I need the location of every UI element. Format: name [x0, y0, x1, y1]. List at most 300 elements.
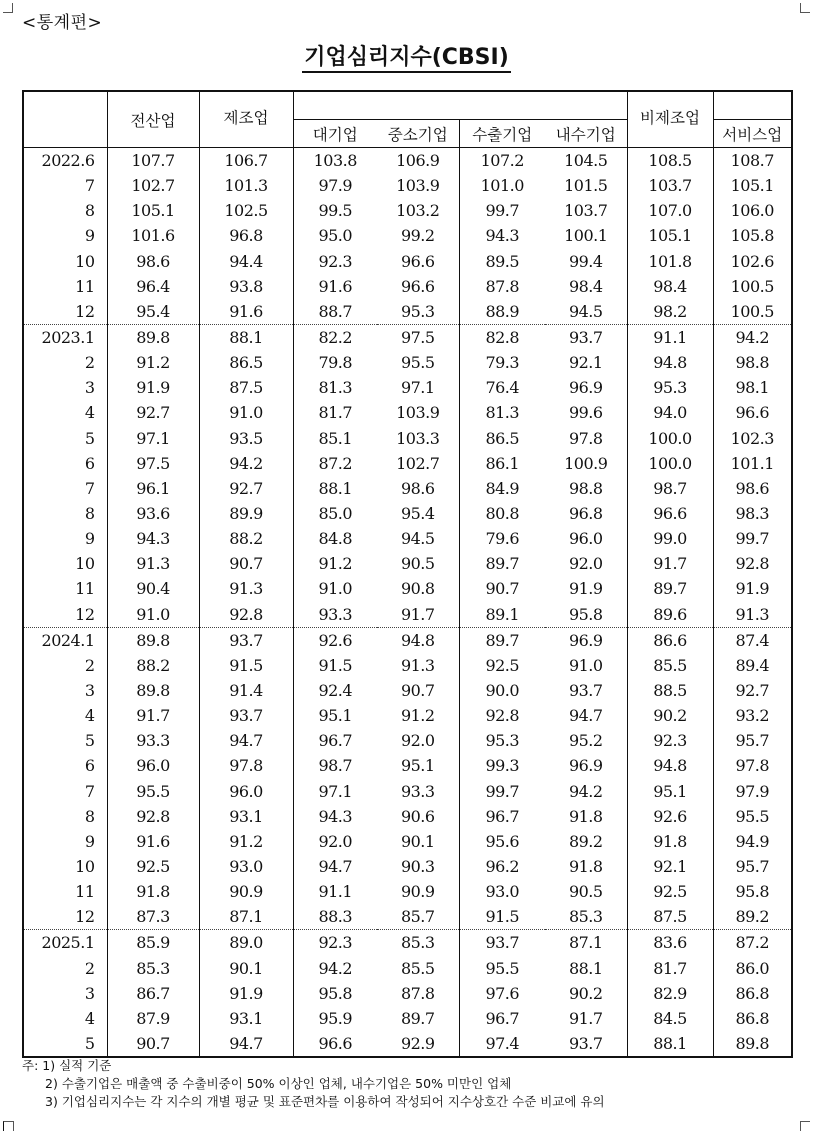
cell-service-industry: 91.3: [713, 602, 792, 628]
table-row: [23, 1006, 792, 1031]
cell-manufacturing: 88.2: [199, 526, 293, 551]
cell-non-manufacturing: 96.6: [627, 501, 713, 526]
cell-large-enterprise: 95.8: [293, 981, 377, 1006]
cell-non-manufacturing: 91.7: [627, 551, 713, 576]
footnote-3-number: 3): [45, 1094, 58, 1109]
cell-sme: 93.3: [400, 781, 435, 801]
cell-manufacturing: 93.1: [199, 1006, 293, 1031]
cell-manufacturing: 96.8: [199, 223, 293, 248]
cell-all-industry: 96.4: [107, 274, 199, 299]
cell-all-industry: 96.0: [107, 753, 199, 778]
cell-sme: 85.3: [377, 930, 459, 956]
table-row: [23, 476, 792, 501]
cell-period: 7: [84, 176, 95, 196]
cell-all-industry: 91.9: [107, 375, 199, 400]
cell-period: 2023.1: [23, 324, 107, 350]
cell-period: 8: [84, 806, 95, 826]
cell-period: 5: [84, 731, 95, 751]
cell-all-industry: 89.8: [107, 627, 199, 653]
cell-period: 2022.6: [23, 148, 107, 174]
cell-large-enterprise: 79.8: [293, 350, 377, 375]
cell-sme: 90.8: [400, 579, 435, 599]
cell-non-manufacturing: 90.2: [627, 703, 713, 728]
cell-period: 5: [84, 1033, 95, 1053]
cell-large-enterprise: 82.2: [293, 324, 377, 350]
cell-export-firm: 79.6: [459, 526, 545, 551]
cell-all-industry: 101.6: [107, 223, 199, 248]
cell-large-enterprise: 85.1: [293, 426, 377, 451]
cell-domestic-firm: 100.1: [564, 226, 608, 246]
cell-manufacturing: 89.0: [199, 930, 293, 956]
cell-manufacturing: 93.7: [199, 703, 293, 728]
cell-service-industry: 101.1: [713, 451, 792, 476]
cell-all-industry: 87.3: [107, 904, 199, 930]
cell-sme: 90.9: [400, 882, 435, 902]
cell-non-manufacturing: 98.2: [627, 299, 713, 325]
cell-domestic-firm: 98.8: [568, 478, 603, 498]
cell-domestic-firm: 94.5: [568, 301, 603, 321]
cell-period: 8: [84, 504, 95, 524]
cell-sme: 90.5: [400, 554, 435, 574]
cell-manufacturing: 106.7: [199, 148, 293, 174]
cell-period: 11: [75, 579, 95, 599]
cell-export-firm: 92.5: [459, 653, 545, 678]
cell-domestic-firm: 96.0: [568, 529, 603, 549]
cell-non-manufacturing: 95.3: [627, 375, 713, 400]
cell-domestic-firm: 94.7: [568, 706, 603, 726]
cell-service-industry: 86.8: [713, 1006, 792, 1031]
cell-manufacturing: 87.1: [199, 904, 293, 930]
cell-manufacturing: 91.5: [199, 653, 293, 678]
cell-sme: 90.1: [400, 831, 435, 851]
cell-non-manufacturing: 88.5: [627, 678, 713, 703]
cell-period: 10: [75, 857, 95, 876]
cell-large-enterprise: 97.9: [293, 173, 377, 198]
cell-service-industry: 106.0: [713, 198, 792, 223]
table-row: [23, 678, 792, 703]
table-row: [23, 627, 792, 653]
cell-large-enterprise: 94.3: [293, 804, 377, 829]
cell-domestic-firm: 99.4: [568, 251, 603, 271]
cell-period: 6: [84, 756, 95, 776]
cell-all-industry: 96.1: [107, 476, 199, 501]
table-row: [23, 854, 792, 879]
cell-export-firm: 99.7: [459, 779, 545, 804]
cell-service-industry: 99.7: [713, 526, 792, 551]
cell-non-manufacturing: 101.8: [627, 249, 713, 274]
cell-manufacturing: 89.9: [199, 501, 293, 526]
cell-manufacturing: 91.6: [199, 299, 293, 325]
cell-export-firm: 90.0: [459, 678, 545, 703]
cell-service-industry: 96.6: [713, 400, 792, 425]
cell-non-manufacturing: 100.0: [627, 426, 713, 451]
cell-large-enterprise: 96.7: [293, 728, 377, 753]
cell-period: 10: [75, 554, 95, 574]
cell-all-industry: 102.7: [107, 173, 199, 198]
cell-period: 2025.1: [23, 930, 107, 956]
cell-non-manufacturing: 94.8: [627, 350, 713, 375]
cell-service-industry: 87.2: [713, 930, 792, 956]
cell-large-enterprise: 95.9: [293, 1006, 377, 1031]
cell-domestic-firm: 87.1: [545, 930, 627, 956]
cell-sme: 95.3: [400, 301, 435, 321]
table-row: [23, 779, 792, 804]
cell-large-enterprise: 95.1: [293, 703, 377, 728]
cell-service-industry: 94.9: [713, 829, 792, 854]
cell-sme: 103.2: [396, 201, 440, 221]
cell-service-industry: 105.1: [713, 173, 792, 198]
cell-domestic-firm: 91.8: [568, 857, 603, 876]
cell-sme: 96.6: [400, 251, 435, 271]
table-row: [23, 375, 792, 400]
footnote-2-text: 수출기업은 매출액 중 수출비중이 50% 이상인 업체, 내수기업은 50% 미만인 업체: [61, 1076, 512, 1091]
cell-manufacturing: 101.3: [199, 173, 293, 198]
cell-domestic-firm: 96.9: [545, 627, 627, 653]
cell-all-industry: 91.6: [107, 829, 199, 854]
cell-large-enterprise: 92.3: [293, 249, 377, 274]
cbsi-table: [22, 90, 793, 1058]
cell-period: 11: [75, 276, 95, 296]
cell-all-industry: 89.8: [107, 678, 199, 703]
cell-non-manufacturing: 85.5: [627, 653, 713, 678]
header-export-firm: 수출기업: [459, 120, 545, 148]
cell-period: 8: [84, 201, 95, 221]
cell-service-industry: 94.2: [713, 324, 792, 350]
cell-period: 2: [84, 655, 95, 675]
cell-service-industry: 98.3: [713, 501, 792, 526]
cell-large-enterprise: 96.6: [293, 1031, 377, 1057]
cell-domestic-firm: 92.0: [568, 554, 603, 574]
cell-large-enterprise: 95.0: [293, 223, 377, 248]
cell-export-firm: 88.9: [459, 299, 545, 325]
cell-domestic-firm: 91.8: [568, 806, 603, 826]
cell-sme: 89.7: [400, 1008, 435, 1028]
cell-domestic-firm: 97.8: [568, 428, 603, 448]
cell-export-firm: 81.3: [459, 400, 545, 425]
header-mfg-subgroup-spacer: [293, 91, 627, 120]
cell-domestic-firm: 93.7: [568, 681, 603, 701]
cell-large-enterprise: 92.6: [293, 627, 377, 653]
corner-mark-top-right: [800, 3, 810, 13]
cell-all-industry: 90.7: [107, 1031, 199, 1057]
cell-large-enterprise: 88.3: [293, 904, 377, 930]
cell-sme: 103.3: [396, 428, 440, 448]
cell-sme: 92.9: [400, 1033, 435, 1053]
cell-export-firm: 96.7: [459, 1006, 545, 1031]
cell-sme: 98.6: [400, 478, 435, 498]
cell-manufacturing: 88.1: [199, 324, 293, 350]
table-row: [23, 551, 792, 576]
cell-sme: 90.3: [400, 857, 435, 876]
header-all-industry: 전산업: [107, 91, 199, 148]
header-domestic-firm: 내수기업: [555, 125, 616, 144]
table-row: [23, 1031, 792, 1057]
cell-large-enterprise: 92.0: [293, 829, 377, 854]
table-row: [23, 426, 792, 451]
cell-large-enterprise: 97.1: [293, 779, 377, 804]
cell-service-industry: 91.9: [713, 576, 792, 601]
cell-export-firm: 84.9: [459, 476, 545, 501]
cell-export-firm: 86.5: [459, 426, 545, 451]
cell-period: 12: [75, 301, 95, 321]
cell-non-manufacturing: 91.1: [627, 324, 713, 350]
cell-large-enterprise: 81.7: [293, 400, 377, 425]
footnote-prefix: 주:: [22, 1058, 39, 1073]
cell-all-industry: 90.4: [107, 576, 199, 601]
footnotes: [22, 1057, 802, 1111]
cell-export-firm: 89.7: [459, 627, 545, 653]
cell-export-firm: 93.0: [459, 879, 545, 904]
cell-domestic-firm: 93.7: [545, 324, 627, 350]
cell-period: 5: [84, 428, 95, 448]
footnote-3-text: 기업심리지수는 각 지수의 개별 평균 및 표준편차를 이용하여 작성되어 지수상호간 수준 비교에 유의: [61, 1094, 605, 1109]
cell-service-industry: 100.5: [713, 274, 792, 299]
cbsi-table-body: [23, 148, 792, 1058]
cell-sme: 99.2: [400, 226, 435, 246]
table-row: [23, 956, 792, 981]
page-title-text: 기업심리지수(CBSI): [302, 45, 511, 73]
table-row: [23, 728, 792, 753]
cell-period: 12: [75, 604, 95, 624]
cell-service-industry: 98.6: [713, 476, 792, 501]
cell-service-industry: 100.5: [713, 299, 792, 325]
cell-service-industry: 98.8: [713, 350, 792, 375]
cell-period: 10: [75, 251, 95, 271]
cell-domestic-firm: 88.1: [568, 958, 603, 978]
cell-export-firm: 91.5: [459, 904, 545, 930]
cell-export-firm: 94.3: [459, 223, 545, 248]
cell-domestic-firm: 95.8: [568, 604, 603, 624]
cell-domestic-firm: 96.9: [568, 756, 603, 776]
cell-sme: 106.9: [377, 148, 459, 174]
cell-export-firm: 89.5: [459, 249, 545, 274]
cell-export-firm: 90.7: [459, 576, 545, 601]
cell-domestic-firm: 92.1: [568, 353, 603, 373]
cell-non-manufacturing: 95.1: [627, 779, 713, 804]
cell-all-industry: 98.6: [107, 249, 199, 274]
cell-non-manufacturing: 105.1: [627, 223, 713, 248]
corner-mark-bottom-left: [3, 1121, 14, 1131]
cell-large-enterprise: 91.6: [293, 274, 377, 299]
cell-all-industry: 94.3: [107, 526, 199, 551]
cell-non-manufacturing: 83.6: [627, 930, 713, 956]
cell-domestic-firm: 98.4: [568, 276, 603, 296]
cell-domestic-firm: 103.7: [564, 201, 608, 221]
cell-manufacturing: 93.8: [199, 274, 293, 299]
cell-large-enterprise: 91.0: [293, 576, 377, 601]
cell-service-industry: 92.7: [713, 678, 792, 703]
cell-non-manufacturing: 88.1: [627, 1031, 713, 1057]
cell-all-industry: 92.8: [107, 804, 199, 829]
cell-export-firm: 95.6: [459, 829, 545, 854]
cell-manufacturing: 90.7: [199, 551, 293, 576]
cell-sme: 87.8: [400, 983, 435, 1003]
cell-service-industry: 95.7: [713, 728, 792, 753]
cell-export-firm: 107.2: [459, 148, 545, 174]
cell-domestic-firm: 93.7: [568, 1033, 603, 1053]
cell-all-industry: 89.8: [107, 324, 199, 350]
cell-sme: 85.7: [400, 907, 435, 927]
cell-period: 3: [84, 983, 95, 1003]
footnote-1-text: 실적 기준: [59, 1058, 112, 1073]
cell-service-industry: 87.4: [713, 627, 792, 653]
cell-manufacturing: 102.5: [199, 198, 293, 223]
cell-manufacturing: 94.2: [199, 451, 293, 476]
cell-sme: 91.3: [400, 655, 435, 675]
cell-manufacturing: 91.0: [199, 400, 293, 425]
cell-export-firm: 79.3: [459, 350, 545, 375]
cell-service-industry: 89.8: [713, 1031, 792, 1057]
cell-period: 4: [84, 403, 95, 423]
table-row: [23, 299, 792, 325]
cell-export-firm: 101.0: [459, 173, 545, 198]
header-large-enterprise: 대기업: [293, 120, 377, 148]
cell-large-enterprise: 99.5: [293, 198, 377, 223]
cell-period: 7: [84, 478, 95, 498]
cell-manufacturing: 93.7: [199, 627, 293, 653]
cell-service-industry: 86.0: [713, 956, 792, 981]
table-row: [23, 249, 792, 274]
cell-all-industry: 92.7: [107, 400, 199, 425]
cell-manufacturing: 97.8: [199, 753, 293, 778]
table-row: [23, 829, 792, 854]
cell-period: 11: [75, 882, 95, 902]
footnote-2-number: 2): [45, 1076, 58, 1091]
cell-manufacturing: 91.9: [199, 981, 293, 1006]
table-row: [23, 703, 792, 728]
cell-domestic-firm: 85.3: [568, 907, 603, 927]
cell-sme: 90.6: [400, 806, 435, 826]
cell-sme: 85.5: [400, 958, 435, 978]
header-manufacturing: 제조업: [199, 91, 293, 148]
cell-manufacturing: 91.3: [199, 576, 293, 601]
cell-service-industry: 92.8: [713, 551, 792, 576]
cell-large-enterprise: 98.7: [293, 753, 377, 778]
table-row: [23, 879, 792, 904]
footnote-1: [22, 1057, 802, 1075]
cell-export-firm: 93.7: [459, 930, 545, 956]
table-row: [23, 173, 792, 198]
cell-non-manufacturing: 99.0: [627, 526, 713, 551]
table-row: [23, 753, 792, 778]
cell-large-enterprise: 92.4: [293, 678, 377, 703]
table-row: [23, 653, 792, 678]
cell-manufacturing: 91.2: [199, 829, 293, 854]
cell-period: 2024.1: [23, 627, 107, 653]
cell-manufacturing: 92.8: [199, 602, 293, 628]
cell-non-manufacturing: 89.7: [627, 576, 713, 601]
cell-sme: 103.9: [396, 176, 440, 196]
cell-service-industry: 105.8: [713, 223, 792, 248]
table-row: [23, 804, 792, 829]
cell-non-manufacturing: 89.6: [627, 602, 713, 628]
cell-period: 2: [84, 958, 95, 978]
cell-sme: 102.7: [396, 453, 440, 473]
cell-large-enterprise: 91.1: [293, 879, 377, 904]
cell-all-industry: 97.5: [107, 451, 199, 476]
cell-period: 4: [84, 706, 95, 726]
cell-manufacturing: 96.0: [199, 779, 293, 804]
cell-period: 4: [84, 1008, 95, 1028]
cell-sme: 97.5: [377, 324, 459, 350]
table-row: [23, 930, 792, 956]
cell-large-enterprise: 85.0: [293, 501, 377, 526]
cell-non-manufacturing: 94.0: [627, 400, 713, 425]
cell-all-industry: 95.4: [107, 299, 199, 325]
cell-export-firm: 92.8: [459, 703, 545, 728]
cell-non-manufacturing: 107.0: [627, 198, 713, 223]
cell-export-firm: 87.8: [459, 274, 545, 299]
corner-mark-top-left: [3, 3, 13, 13]
cell-all-industry: 97.1: [107, 426, 199, 451]
cell-sme: 91.7: [400, 604, 435, 624]
cell-all-industry: 91.8: [107, 879, 199, 904]
table-row: [23, 350, 792, 375]
cell-domestic-firm: 104.5: [545, 148, 627, 174]
cell-all-industry: 92.5: [107, 854, 199, 879]
cell-domestic-firm: 99.6: [568, 403, 603, 423]
cell-service-industry: 98.1: [713, 375, 792, 400]
cell-sme: 97.1: [400, 378, 435, 398]
cell-manufacturing: 94.7: [199, 728, 293, 753]
cell-all-industry: 91.3: [107, 551, 199, 576]
footnote-3: [22, 1093, 802, 1111]
cell-sme: 103.9: [396, 403, 440, 423]
cell-period: 7: [84, 781, 95, 801]
cell-service-industry: 89.4: [713, 653, 792, 678]
cell-manufacturing: 94.4: [199, 249, 293, 274]
cell-manufacturing: 93.1: [199, 804, 293, 829]
cell-period: 3: [84, 681, 95, 701]
cell-manufacturing: 91.4: [199, 678, 293, 703]
cell-manufacturing: 87.5: [199, 375, 293, 400]
cell-domestic-firm: 91.7: [568, 1008, 603, 1028]
cell-period: 9: [84, 529, 95, 549]
cell-all-industry: 88.2: [107, 653, 199, 678]
cell-large-enterprise: 81.3: [293, 375, 377, 400]
cell-non-manufacturing: 92.6: [627, 804, 713, 829]
header-period: [23, 91, 107, 148]
cell-service-industry: 95.8: [713, 879, 792, 904]
table-row: [23, 223, 792, 248]
cell-large-enterprise: 103.8: [293, 148, 377, 174]
table-row: [23, 400, 792, 425]
cell-period: 9: [84, 226, 95, 246]
table-row: [23, 904, 792, 930]
corner-mark-bottom-right: [800, 1121, 810, 1131]
cell-non-manufacturing: 98.4: [627, 274, 713, 299]
cell-large-enterprise: 93.3: [293, 602, 377, 628]
cell-domestic-firm: 91.9: [568, 579, 603, 599]
cell-sme: 94.8: [377, 627, 459, 653]
cell-non-manufacturing: 94.8: [627, 753, 713, 778]
cell-service-industry: 95.5: [713, 804, 792, 829]
cell-domestic-firm: 89.2: [568, 831, 603, 851]
cell-export-firm: 97.4: [459, 1031, 545, 1057]
cell-service-industry: 93.2: [713, 703, 792, 728]
section-label: <통계편>: [22, 13, 103, 33]
cell-all-industry: 105.1: [107, 198, 199, 223]
cell-non-manufacturing: 87.5: [627, 904, 713, 930]
cell-non-manufacturing: 92.5: [627, 879, 713, 904]
header-service-industry: 서비스업: [713, 120, 792, 148]
cell-large-enterprise: 91.5: [293, 653, 377, 678]
cell-non-manufacturing: 103.7: [627, 173, 713, 198]
cell-service-industry: 108.7: [713, 148, 792, 174]
table-row: [23, 148, 792, 174]
cell-all-industry: 93.3: [107, 728, 199, 753]
header-non-manufacturing: 비제조업: [627, 91, 713, 148]
